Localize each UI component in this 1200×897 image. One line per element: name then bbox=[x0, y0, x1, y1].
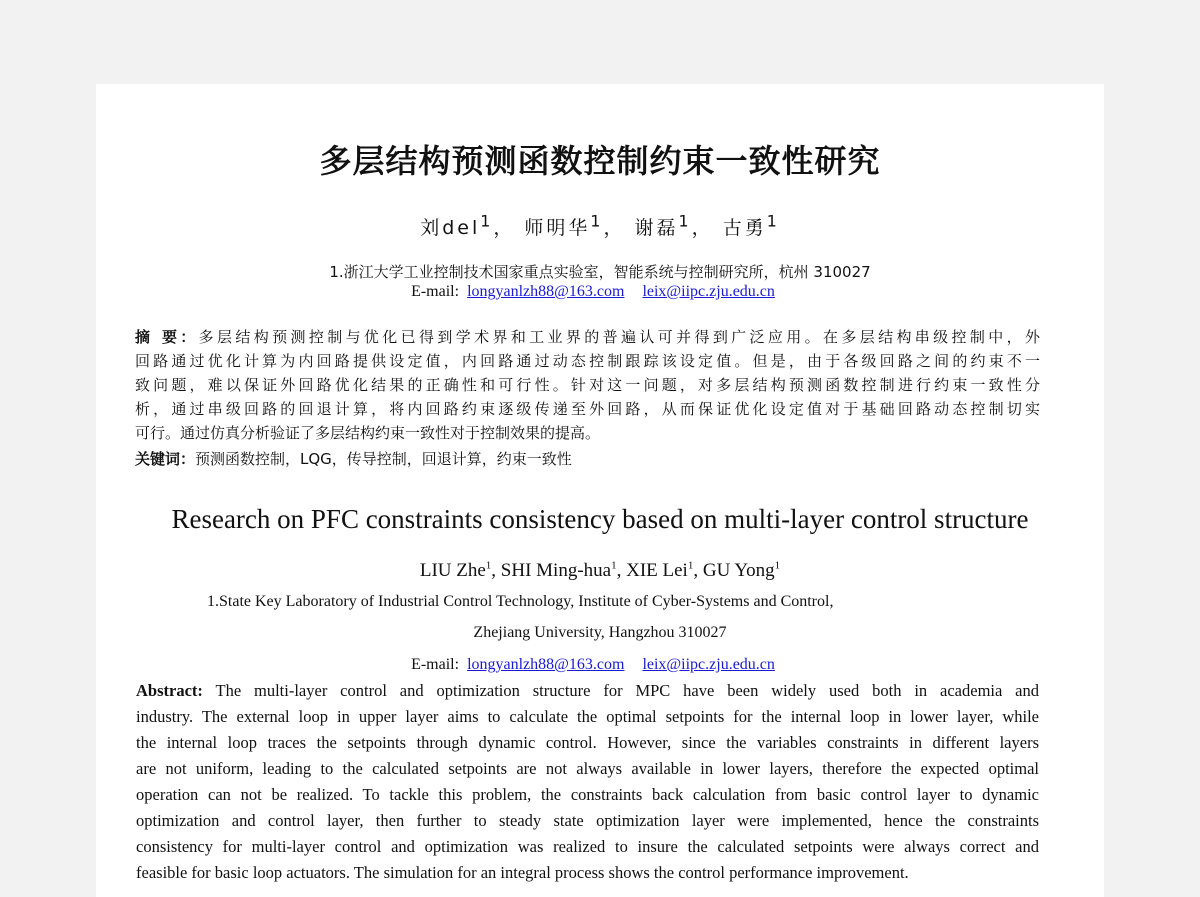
author-cn-2: 师明华$^1$， bbox=[524, 212, 626, 240]
abstract-en-label: Abstract: bbox=[136, 681, 203, 700]
abstract-en-line: operation can not be realized. To tackle this problem, the constraints back calculation from basic control layer to dynamic bbox=[136, 785, 1039, 804]
affiliation-en-line-1: 1.State Key Laboratory of Industrial Control Technology, Institute of Cyber-Systems and Control, bbox=[207, 593, 834, 610]
email-link-2[interactable]: leix@iipc.zju.edu.cn bbox=[642, 283, 775, 300]
abstract-en-line: optimization and control layer, then further to steady state optimization layer were implemented, hence the constraints bbox=[136, 811, 1039, 830]
abstract-en bbox=[136, 681, 1039, 891]
author-en-4: GU Yong$^1$ bbox=[702, 560, 781, 582]
title-en: Research on PFC constraints consistency based on multi-layer control structure bbox=[171, 504, 1029, 534]
keywords-cn-text: 预测函数控制，LQG，传导控制，回退计算，约束一致性 bbox=[195, 450, 572, 468]
abstract-cn-line: 回路通过优化计算为内回路提供设定值，内回路通过动态控制跟踪该设定值。但是，由于各级回路之间的约束不一 bbox=[135, 352, 1040, 370]
keywords-cn-label: 关键词： bbox=[135, 450, 196, 468]
abstract-en-line: the internal loop traces the setpoints through dynamic control. However, since the variables constraints in different layers bbox=[136, 733, 1039, 752]
keywords-cn bbox=[135, 447, 572, 471]
abstract-en-line: consistency for multi-layer control and optimization was realized to insure the calculated setpoints were always correct and bbox=[136, 837, 1039, 856]
abstract-cn-line: 摘 要：多层结构预测控制与优化已得到学术界和工业界的普遍认可并得到广泛应用。在多层结构串级控制中，外 bbox=[135, 328, 1040, 346]
author-en-1: LIU Zhe$^1$, bbox=[419, 560, 501, 582]
author-cn-4: 古勇$^1$ bbox=[722, 212, 780, 240]
email-label: E-mail: bbox=[411, 656, 460, 673]
email-label: E-mail: bbox=[411, 283, 460, 300]
abstract-en-line: industry. The external loop in upper layer aims to calculate the optimal setpoints for the internal loop in lower layer, while bbox=[136, 707, 1039, 726]
abstract-en-line: are not uniform, leading to the calculated setpoints are not always available in lower layers, therefore the expected optimal bbox=[136, 759, 1039, 778]
email-line-cn bbox=[96, 283, 1104, 301]
affiliation-cn: 1.浙江大学工业控制技术国家重点实验室，智能系统与控制研究所，杭州 310027 bbox=[329, 263, 871, 281]
author-cn-1: 刘del$^1$， bbox=[420, 212, 516, 240]
abstract-cn-label: 摘 要： bbox=[135, 328, 199, 346]
title-cn: 多层结构预测函数控制约束一致性研究 bbox=[319, 142, 881, 180]
email-link-1[interactable]: longyanlzh88@163.com bbox=[467, 656, 625, 673]
abstract-cn bbox=[135, 325, 1040, 475]
authors-cn bbox=[96, 212, 1104, 240]
abstract-cn-line: 可行。通过仿真分析验证了多层结构约束一致性对于控制效果的提高。 bbox=[135, 424, 601, 442]
email-line-en bbox=[96, 656, 1104, 674]
affiliation-en-line-2: Zhejiang University, Hangzhou 310027 bbox=[473, 624, 727, 641]
abstract-en-line: Abstract: The multi-layer control and optimization structure for MPC have been widely used both in academia and bbox=[136, 681, 1040, 700]
paper-page bbox=[96, 84, 1104, 897]
author-en-3: XIE Lei$^1$, bbox=[626, 560, 703, 582]
email-link-1[interactable]: longyanlzh88@163.com bbox=[467, 283, 625, 300]
authors-en bbox=[96, 560, 1104, 582]
abstract-cn-line: 析，通过串级回路的回退计算，将内回路约束逐级传递至外回路，从而保证优化设定值对于基础回路动态控制切实 bbox=[135, 400, 1040, 418]
email-link-2[interactable]: leix@iipc.zju.edu.cn bbox=[642, 656, 775, 673]
author-cn-3: 谢磊$^1$， bbox=[634, 212, 714, 240]
author-en-2: SHI Ming-hua$^1$, bbox=[500, 560, 627, 582]
abstract-en-line: feasible for basic loop actuators. The simulation for an integral process shows the control performance improvement. bbox=[136, 863, 909, 882]
abstract-cn-line: 致问题，难以保证外回路优化结果的正确性和可行性。针对这一问题，对多层结构预测函数控制进行约束一致性分 bbox=[135, 376, 1040, 394]
